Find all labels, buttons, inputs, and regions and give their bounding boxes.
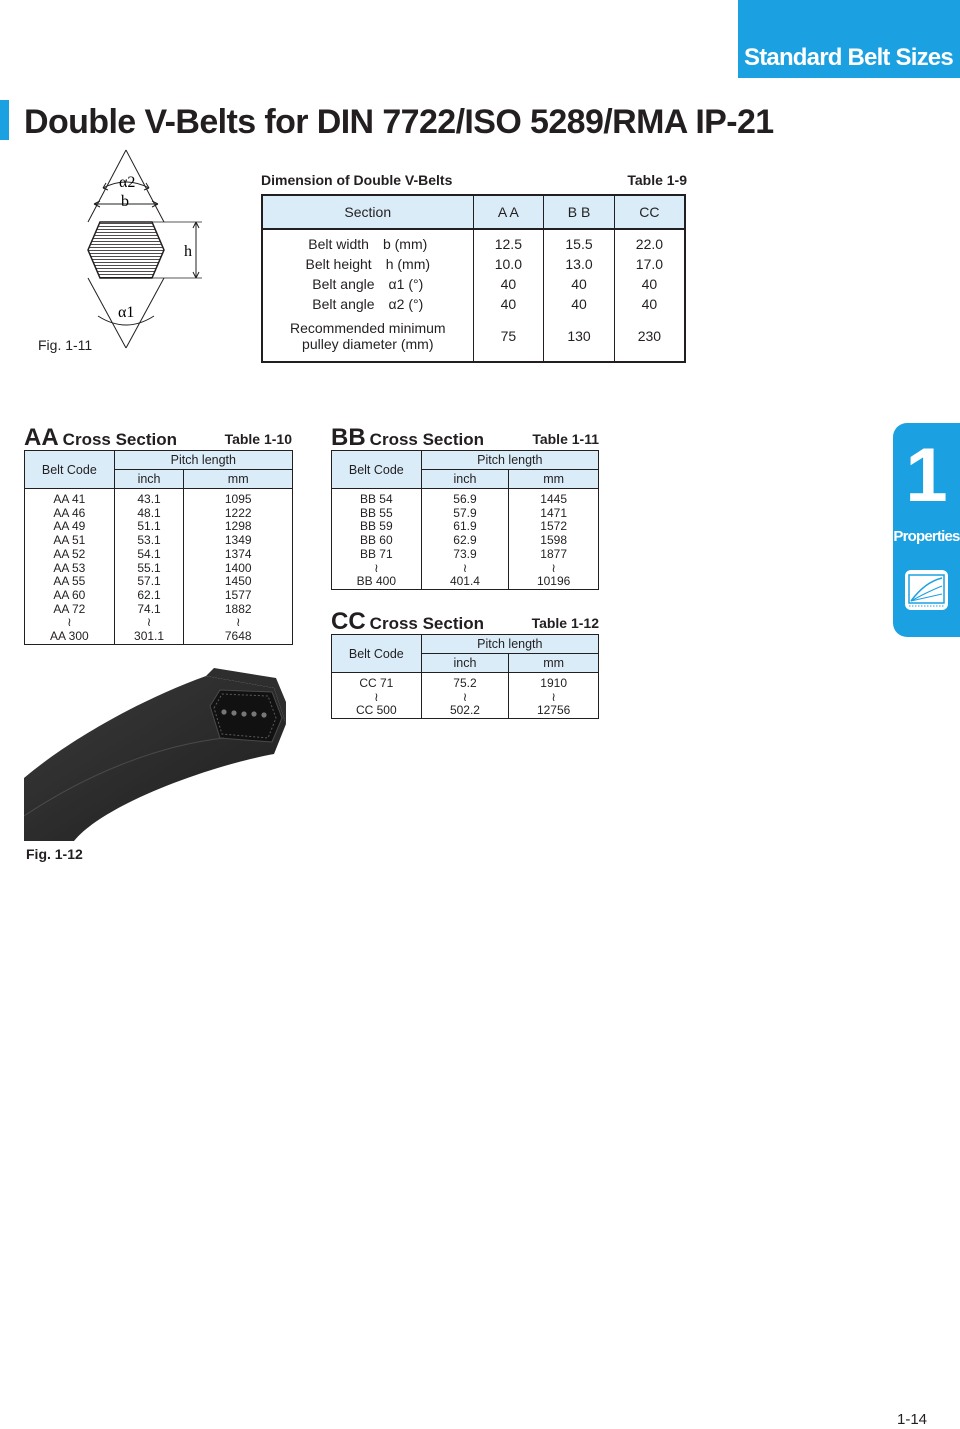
row-label: Belt angle α2 (°) bbox=[312, 296, 424, 312]
pitch-inch-cell: 301.1 bbox=[114, 630, 184, 644]
cell-value: 13.0 bbox=[544, 254, 615, 274]
table-row bbox=[25, 507, 293, 521]
belt-code-cell: BB 59 bbox=[359, 519, 393, 534]
table-row bbox=[332, 691, 599, 705]
aa-label: Cross Section bbox=[62, 430, 177, 449]
belt-code-cell: BB 400 bbox=[356, 574, 396, 589]
belt-code-cell: BB 60 bbox=[359, 533, 393, 548]
cell-value: 40 bbox=[473, 294, 544, 314]
page-title: Double V-Belts for DIN 7722/ISO 5289/RMA IP-21 bbox=[24, 103, 774, 141]
belt-code-cell: CC 71 bbox=[359, 676, 394, 690]
pitch-mm-cell: 12756 bbox=[509, 704, 599, 718]
cell-value: 75 bbox=[473, 314, 544, 362]
table-row bbox=[25, 575, 293, 589]
pitch-inch-cell: 502.2 bbox=[421, 704, 509, 718]
pitch-inch-cell: 48.1 bbox=[114, 507, 184, 521]
belt-code-cell: ≀ bbox=[374, 560, 379, 575]
alpha1-label: α1 bbox=[118, 304, 135, 321]
cell-value: 130 bbox=[544, 314, 615, 362]
aa-table-number: Table 1-10 bbox=[224, 431, 292, 447]
row-label: Belt width b (mm) bbox=[308, 236, 428, 252]
pitch-mm-cell: 1877 bbox=[509, 548, 599, 562]
pitch-mm-cell: 10196 bbox=[509, 575, 599, 589]
header-belt-code: Belt Code bbox=[332, 451, 422, 489]
belt-code-cell: AA 46 bbox=[53, 505, 86, 520]
cell-value: 40 bbox=[544, 274, 615, 294]
table9-header-cc: CC bbox=[614, 195, 685, 229]
row-label: Belt height h (mm) bbox=[305, 256, 431, 272]
cell-value: 40 bbox=[614, 274, 685, 294]
table9-caption bbox=[261, 172, 687, 188]
cell-value: 12.5 bbox=[473, 229, 544, 254]
pitch-inch-cell: 62.9 bbox=[421, 534, 509, 548]
bb-code: BB bbox=[331, 424, 366, 451]
pitch-inch-cell: 75.2 bbox=[421, 673, 509, 691]
cell-value: 230 bbox=[614, 314, 685, 362]
pitch-mm-cell: 7648 bbox=[184, 630, 293, 644]
pitch-inch-cell: ≀ bbox=[114, 616, 184, 630]
cell-value: 15.5 bbox=[544, 229, 615, 254]
cc-section-title bbox=[331, 608, 599, 636]
table-row bbox=[332, 548, 599, 562]
rec-label-line1: Recommended minimum bbox=[289, 319, 446, 336]
table-row bbox=[332, 489, 599, 507]
header-mm: mm bbox=[509, 654, 599, 673]
cell-value: 10.0 bbox=[473, 254, 544, 274]
table-row bbox=[25, 603, 293, 617]
belt-code-cell: AA 72 bbox=[53, 601, 86, 616]
header-pitch-length: Pitch length bbox=[421, 451, 598, 470]
pitch-inch-cell: ≀ bbox=[421, 691, 509, 705]
belt-code-cell: CC 500 bbox=[355, 703, 397, 718]
table-row bbox=[262, 314, 685, 362]
table-row bbox=[25, 589, 293, 603]
fig11-caption: Fig. 1-11 bbox=[38, 337, 93, 353]
alpha2-label: α2 bbox=[119, 174, 136, 191]
belt-code-cell: ≀ bbox=[67, 615, 72, 630]
rec-label-line2: pulley diameter (mm) bbox=[302, 335, 434, 352]
cc-code: CC bbox=[331, 608, 366, 635]
fig12-caption: Fig. 1-12 bbox=[26, 846, 83, 862]
belt-code-cell: AA 55 bbox=[53, 574, 86, 589]
pitch-mm-cell: 1400 bbox=[184, 562, 293, 576]
chapter-number: 1 bbox=[905, 433, 948, 518]
row-label bbox=[262, 314, 473, 362]
pitch-mm-cell: ≀ bbox=[509, 562, 599, 576]
belt-code-cell: BB 54 bbox=[359, 492, 393, 506]
pitch-mm-cell: 1222 bbox=[184, 507, 293, 521]
pitch-inch-cell: 57.1 bbox=[114, 575, 184, 589]
table-row bbox=[332, 507, 599, 521]
table-row bbox=[25, 548, 293, 562]
pitch-inch-cell: 73.9 bbox=[421, 548, 509, 562]
table-row bbox=[25, 616, 293, 630]
belt-code-cell: AA 49 bbox=[53, 519, 86, 534]
table-row bbox=[332, 534, 599, 548]
table9-header-bb: B B bbox=[544, 195, 615, 229]
pitch-mm-cell: 1374 bbox=[184, 548, 293, 562]
pitch-inch-cell: 54.1 bbox=[114, 548, 184, 562]
width-label: b bbox=[121, 193, 129, 210]
cc-table-number: Table 1-12 bbox=[531, 615, 599, 631]
chart-icon bbox=[903, 568, 950, 612]
dimension-table bbox=[261, 194, 686, 363]
table-row bbox=[25, 534, 293, 548]
header-inch: inch bbox=[114, 470, 184, 489]
belt-code-cell: ≀ bbox=[374, 689, 379, 704]
table9-title: Dimension of Double V-Belts bbox=[261, 172, 453, 188]
cell-value: 40 bbox=[544, 294, 615, 314]
table-row bbox=[332, 520, 599, 534]
pitch-inch-cell: 62.1 bbox=[114, 589, 184, 603]
cell-value: 17.0 bbox=[614, 254, 685, 274]
table-row bbox=[25, 562, 293, 576]
belt-code-cell: BB 71 bbox=[359, 546, 393, 561]
header-inch: inch bbox=[421, 470, 509, 489]
table-row bbox=[262, 254, 685, 274]
cc-label: Cross Section bbox=[369, 614, 484, 633]
bb-section-title bbox=[331, 424, 599, 452]
pitch-mm-cell: 1598 bbox=[509, 534, 599, 548]
pitch-inch-cell: 57.9 bbox=[421, 507, 509, 521]
belt-code-cell: AA 52 bbox=[53, 546, 86, 561]
section-tab[interactable] bbox=[738, 0, 960, 78]
belt-photo bbox=[24, 666, 292, 841]
belt-code-cell: AA 41 bbox=[53, 492, 86, 506]
pitch-mm-cell: 1577 bbox=[184, 589, 293, 603]
chapter-label: Properties bbox=[893, 528, 960, 545]
cc-table bbox=[331, 634, 599, 719]
page-number: 1-14 bbox=[897, 1411, 928, 1428]
belt-cross-section-diagram bbox=[36, 148, 216, 358]
header-mm: mm bbox=[184, 470, 293, 489]
title-accent-bar bbox=[0, 100, 9, 140]
cell-value: 22.0 bbox=[614, 229, 685, 254]
belt-code-cell: AA 300 bbox=[49, 629, 89, 644]
header-mm: mm bbox=[509, 470, 599, 489]
row-label: Belt angle α1 (°) bbox=[312, 276, 424, 292]
bb-label: Cross Section bbox=[369, 430, 484, 449]
pitch-inch-cell: 74.1 bbox=[114, 603, 184, 617]
pitch-mm-cell: 1910 bbox=[509, 673, 599, 691]
bb-table bbox=[331, 450, 599, 590]
table9-header-section: Section bbox=[262, 195, 473, 229]
aa-table bbox=[24, 450, 293, 645]
pitch-inch-cell: 401.4 bbox=[421, 575, 509, 589]
belt-code-cell: BB 55 bbox=[359, 505, 393, 520]
bb-table-number: Table 1-11 bbox=[532, 431, 599, 447]
table-row bbox=[332, 673, 599, 691]
belt-code-cell: AA 53 bbox=[53, 560, 86, 575]
table-row bbox=[25, 520, 293, 534]
pitch-mm-cell: 1471 bbox=[509, 507, 599, 521]
aa-code: AA bbox=[24, 424, 59, 451]
table-row bbox=[25, 630, 293, 644]
pitch-inch-cell: 43.1 bbox=[114, 489, 184, 507]
cell-value: 40 bbox=[473, 274, 544, 294]
header-pitch-length: Pitch length bbox=[114, 451, 292, 470]
table9-header-aa: A A bbox=[473, 195, 544, 229]
table-row bbox=[332, 704, 599, 718]
table-row bbox=[262, 294, 685, 314]
pitch-mm-cell: 1450 bbox=[184, 575, 293, 589]
table-row bbox=[25, 489, 293, 507]
table-row bbox=[262, 229, 685, 254]
pitch-mm-cell: ≀ bbox=[509, 691, 599, 705]
pitch-mm-cell: 1445 bbox=[509, 489, 599, 507]
header-belt-code: Belt Code bbox=[25, 451, 115, 489]
height-label: h bbox=[184, 243, 192, 260]
pitch-inch-cell: 61.9 bbox=[421, 520, 509, 534]
table9-number: Table 1-9 bbox=[627, 172, 687, 188]
cell-value: 40 bbox=[614, 294, 685, 314]
pitch-mm-cell: ≀ bbox=[184, 616, 293, 630]
chapter-side-tab[interactable] bbox=[893, 423, 960, 637]
pitch-inch-cell: 55.1 bbox=[114, 562, 184, 576]
pitch-mm-cell: 1572 bbox=[509, 520, 599, 534]
pitch-inch-cell: 56.9 bbox=[421, 489, 509, 507]
pitch-inch-cell: 51.1 bbox=[114, 520, 184, 534]
header-inch: inch bbox=[421, 654, 509, 673]
pitch-mm-cell: 1298 bbox=[184, 520, 293, 534]
header-pitch-length: Pitch length bbox=[421, 635, 598, 654]
table-row bbox=[262, 274, 685, 294]
pitch-inch-cell: 53.1 bbox=[114, 534, 184, 548]
section-tab-label: Standard Belt Sizes bbox=[744, 44, 953, 71]
pitch-mm-cell: 1349 bbox=[184, 534, 293, 548]
table-row bbox=[332, 562, 599, 576]
aa-section-title bbox=[24, 424, 292, 452]
pitch-mm-cell: 1882 bbox=[184, 603, 293, 617]
belt-code-cell: AA 51 bbox=[53, 533, 86, 548]
header-belt-code: Belt Code bbox=[332, 635, 422, 673]
belt-code-cell: AA 60 bbox=[53, 587, 86, 602]
pitch-inch-cell: ≀ bbox=[421, 562, 509, 576]
pitch-mm-cell: 1095 bbox=[184, 489, 293, 507]
table-row bbox=[332, 575, 599, 589]
